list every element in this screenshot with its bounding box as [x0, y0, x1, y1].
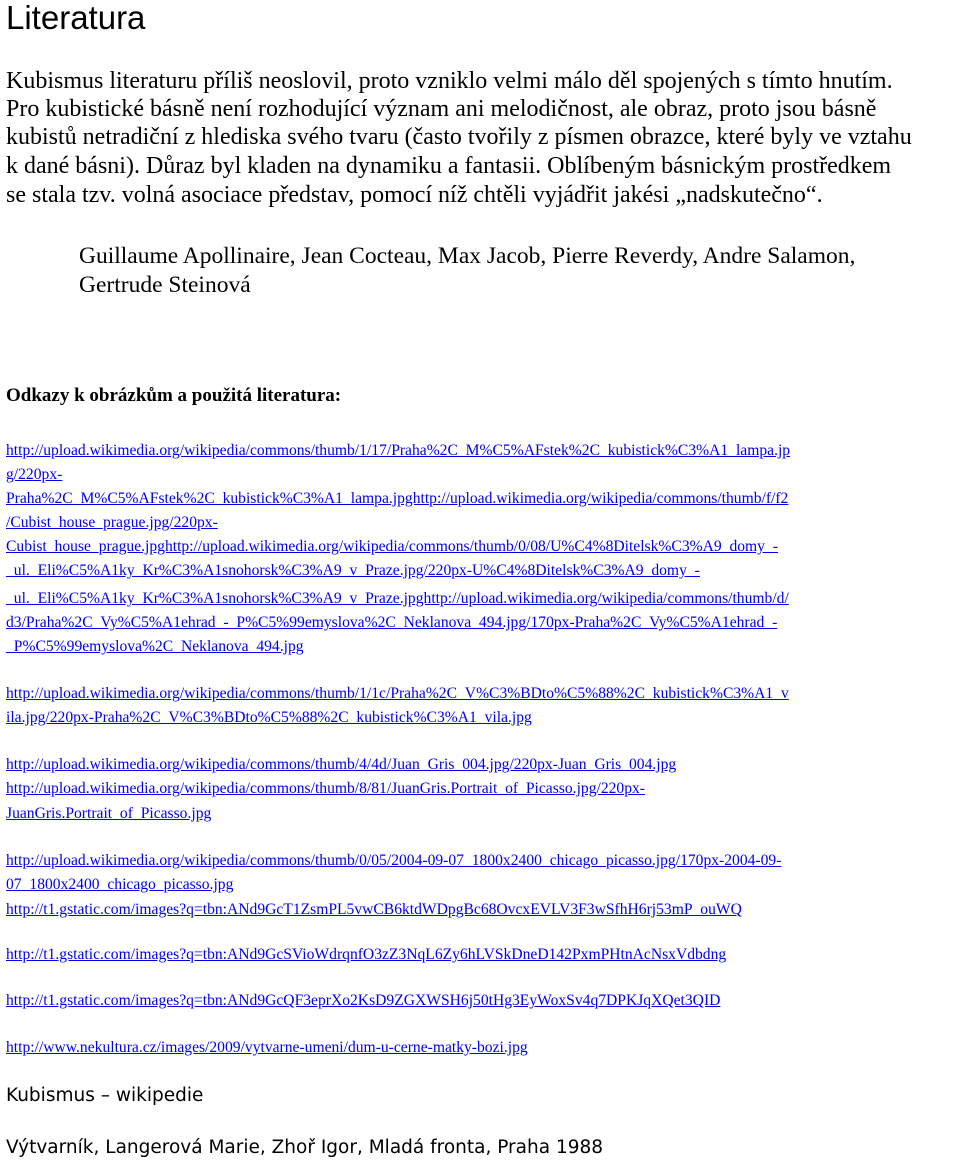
reference-link[interactable]: JuanGris.Portrait_of_Picasso.jpg [6, 805, 212, 822]
paragraph-line: kubistů netradiční z hlediska svého tvaru (často tvořily z písmen obrazce, které byly ve vztahu [6, 124, 912, 150]
source-entry: Výtvarník, Langerová Marie, Zhoř Igor, Mladá fronta, Praha 1988 [6, 1137, 604, 1158]
reference-link[interactable]: http://www.nekultura.cz/images/2009/vytvarne-umeni/dum-u-cerne-matky-bozi.jpg [6, 1039, 528, 1056]
reference-link[interactable]: _P%C5%99emyslova%2C_Neklanova_494.jpg [6, 638, 304, 655]
reference-link[interactable]: http://t1.gstatic.com/images?q=tbn:ANd9GcT1ZsmPL5vwCB6ktdWDpgBc68OvcxEVLV3F3wSfhH6rj53mP_ouWQ [6, 901, 742, 918]
reference-link[interactable]: ila.jpg/220px-Praha%2C_V%C3%BDto%C5%88%2C_kubistick%C3%A1_vila.jpg [6, 709, 532, 726]
reference-link[interactable]: d3/Praha%2C_Vy%C5%A1ehrad_-_P%C5%99emyslova%2C_Neklanova_494.jpg/170px-Praha%2C_Vy%C5%A1ehrad_- [6, 614, 778, 631]
page-title: Literatura [6, 0, 146, 36]
references-heading: Odkazy k obrázkům a použitá literatura: [6, 385, 342, 406]
reference-link[interactable]: http://upload.wikimedia.org/wikipedia/commons/thumb/8/81/JuanGris.Portrait_of_Picasso.jpg/220px- [6, 780, 646, 797]
reference-link[interactable]: http://upload.wikimedia.org/wikipedia/commons/thumb/1/17/Praha%2C_M%C5%AFstek%2C_kubistick%C3%A1_lampa.jp [6, 442, 791, 459]
paragraph-line: k dané básni). Důraz byl kladen na dynamiku a fantasii. Oblíbeným básnickým prostředkem [6, 153, 892, 179]
reference-link[interactable]: http://t1.gstatic.com/images?q=tbn:ANd9GcSVioWdrqnfO3zZ3NqL6Zy6hLVSkDneD142PxmPHtnAcNsxVdbdng [6, 946, 727, 963]
paragraph-line: Kubismus literaturu příliš neoslovil, proto vzniklo velmi málo děl spojených s tímto hnutím. [6, 68, 893, 94]
reference-link[interactable]: /Cubist_house_prague.jpg/220px- [6, 514, 218, 531]
reference-link[interactable]: Praha%2C_M%C5%AFstek%2C_kubistick%C3%A1_lampa.jpghttp://upload.wikimedia.org/wikipedia/commons/thumb/f/f2 [6, 490, 789, 507]
paragraph-line: se stala tzv. volná asociace představ, pomocí níž chtěli vyjádřit jakési „nadskutečno“. [6, 182, 823, 208]
reference-link[interactable]: _ul._Eli%C5%A1ky_Kr%C3%A1snohorsk%C3%A9_v_Praze.jpghttp://upload.wikimedia.org/wikipedia/commons/thumb/d/ [6, 590, 789, 607]
reference-link[interactable]: Cubist_house_prague.jpghttp://upload.wikimedia.org/wikipedia/commons/thumb/0/08/U%C4%8Ditelsk%C3%A9_domy_- [6, 538, 778, 555]
reference-link[interactable]: http://upload.wikimedia.org/wikipedia/commons/thumb/0/05/2004-09-07_1800x2400_chicago_picasso.jpg/170px-2004-09- [6, 852, 782, 869]
authors-line: Gertrude Steinová [79, 272, 251, 298]
reference-link[interactable]: _ul._Eli%C5%A1ky_Kr%C3%A1snohorsk%C3%A9_v_Praze.jpg/220px-U%C4%8Ditelsk%C3%A9_domy_- [6, 562, 700, 579]
reference-link[interactable]: http://t1.gstatic.com/images?q=tbn:ANd9GcQF3eprXo2KsD9ZGXWSH6j50tHg3EyWoxSv4q7DPKJqXQet3QID [6, 992, 721, 1009]
paragraph-line: Pro kubistické básně není rozhodující význam ani melodičnost, ale obraz, proto jsou básně [6, 96, 877, 122]
reference-link[interactable]: http://upload.wikimedia.org/wikipedia/commons/thumb/1/1c/Praha%2C_V%C3%BDto%C5%88%2C_kubistick%C3%A1_v [6, 685, 789, 702]
reference-link[interactable]: 07_1800x2400_chicago_picasso.jpg [6, 876, 234, 893]
reference-link[interactable]: g/220px- [6, 466, 63, 483]
reference-link[interactable]: http://upload.wikimedia.org/wikipedia/commons/thumb/4/4d/Juan_Gris_004.jpg/220px-Juan_Gris_004.jpg [6, 756, 677, 773]
source-entry: Kubismus – wikipedie [6, 1085, 204, 1106]
authors-line: Guillaume Apollinaire, Jean Cocteau, Max Jacob, Pierre Reverdy, Andre Salamon, [79, 243, 856, 269]
